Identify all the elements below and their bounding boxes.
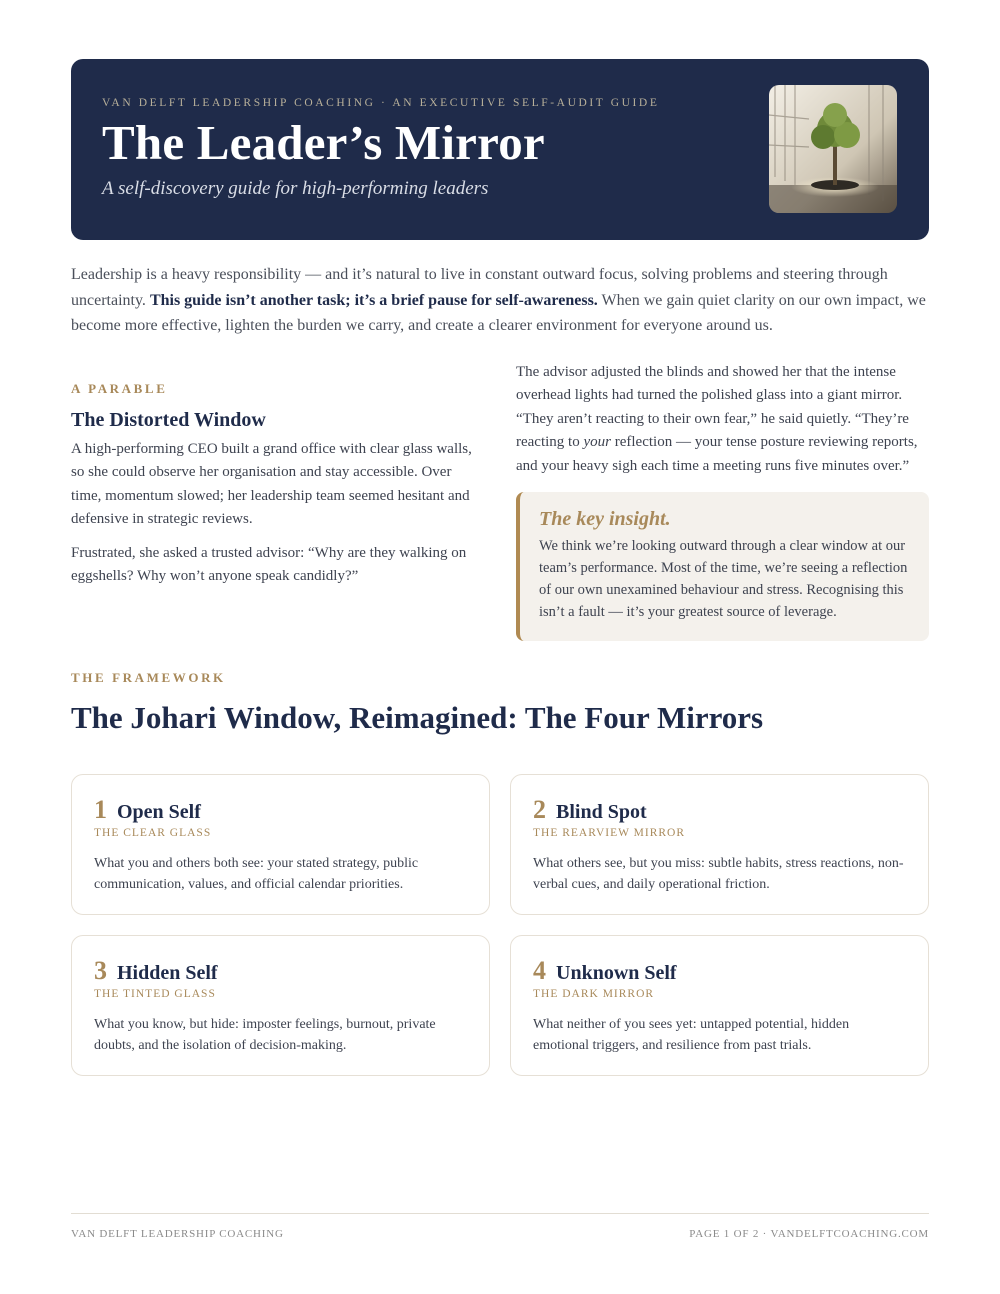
parable-section xyxy=(71,361,929,646)
intro-tail: When we gain quiet clarity on our own impact, we become more effective, lighten the burden we carry, and create a clearer environment for everyone around us. xyxy=(71,291,926,334)
callout-text: We think we’re looking outward through a clear window at our team’s performance. Most of the time, we’re seeing a reflection of our own unexamined behaviour and stress. Recognising this isn’t a fault — it’s your greatest source of leverage. xyxy=(539,538,908,620)
card-subtitle: THE TINTED GLASS xyxy=(94,987,216,1000)
parable-title: The Distorted Window xyxy=(71,408,266,431)
mirror-card-blind-spot xyxy=(510,774,929,915)
card-subtitle: THE CLEAR GLASS xyxy=(94,826,212,839)
framework-title: The Johari Window, Reimagined: The Four Mirrors xyxy=(71,699,764,735)
card-title: Blind Spot xyxy=(556,800,647,823)
header-banner xyxy=(71,59,929,240)
intro-bold: This guide isn’t another task; it’s a brief pause for self-awareness. xyxy=(149,291,598,309)
intro-lead: Leadership is a heavy responsibility — and it’s natural to live in constant outward focus, solving problems and steering through uncertainty. xyxy=(71,266,888,309)
card-text: What others see, but you miss: subtle habits, stress reactions, non-verbal cues, and daily operational friction. xyxy=(533,855,904,892)
callout-title: The key insight. xyxy=(539,508,671,530)
key-insight-callout xyxy=(516,492,929,641)
card-subtitle: THE REARVIEW MIRROR xyxy=(533,826,686,839)
header-kicker: VAN DELFT LEADERSHIP COACHING · AN EXECUTIVE SELF-AUDIT GUIDE xyxy=(102,97,660,109)
framework-eyebrow: THE FRAMEWORK xyxy=(71,669,226,685)
mirror-card-unknown-self xyxy=(510,935,929,1076)
mirror-card-hidden-self xyxy=(71,935,490,1076)
card-number: 2 xyxy=(533,794,546,824)
parable-right-column xyxy=(516,361,929,642)
card-number: 4 xyxy=(533,955,546,985)
parable-left-column xyxy=(71,361,485,589)
para3-start: The advisor adjusted the blinds and showed her that the intense overhead lights had turned the polished glass into a giant mirror. “They aren’t reacting to their own fear,” he said quietly. “They’re reacting to xyxy=(516,363,909,450)
parable-paragraph-1: A high-performing CEO built a grand office with clear glass walls, so she could observe her organisation and stay accessible. Over time, momentum slowed; her leadership team seemed hesitant and defensive in strategic reviews. xyxy=(71,440,472,527)
parable-paragraph-2: Frustrated, she asked a trusted advisor: “Why are they walking on eggshells? Why won’t anyone speak candidly?” xyxy=(71,544,467,584)
page-title: The Leader’s Mirror xyxy=(102,115,545,170)
parable-eyebrow: A PARABLE xyxy=(71,380,168,396)
framework-section xyxy=(71,670,929,1076)
card-number: 3 xyxy=(94,955,107,985)
card-text: What neither of you sees yet: untapped potential, hidden emotional triggers, and resilience from past trials. xyxy=(533,1016,850,1053)
card-title: Unknown Self xyxy=(556,961,677,984)
card-text: What you and others both see: your stated strategy, public communication, values, and official calendar priorities. xyxy=(94,855,419,892)
page xyxy=(71,59,929,1076)
footer-brand: VAN DELFT LEADERSHIP COACHING xyxy=(71,1228,284,1240)
office-tree-photo xyxy=(769,85,897,213)
card-title: Open Self xyxy=(117,800,201,823)
page-subtitle: A self-discovery guide for high-performing leaders xyxy=(102,178,489,199)
footer-page-info: PAGE 1 OF 2 · VANDELFTCOACHING.COM xyxy=(689,1228,929,1240)
page-footer xyxy=(71,1213,929,1240)
card-subtitle: THE DARK MIRROR xyxy=(533,987,655,1000)
mirror-card-open-self xyxy=(71,774,490,915)
para3-end: reflection — your tense posture reviewing reports, and your heavy sigh each time a meeting runs five minutes over.” xyxy=(516,434,918,474)
para3-emphasis: your xyxy=(583,434,611,450)
card-title: Hidden Self xyxy=(117,961,218,984)
parable-paragraph-3 xyxy=(516,361,929,479)
intro-paragraph xyxy=(71,262,929,339)
card-text: What you know, but hide: imposter feelings, burnout, private doubts, and the isolation of decision-making. xyxy=(94,1016,436,1053)
mirrors-grid xyxy=(71,774,929,1076)
card-number: 1 xyxy=(94,794,107,824)
